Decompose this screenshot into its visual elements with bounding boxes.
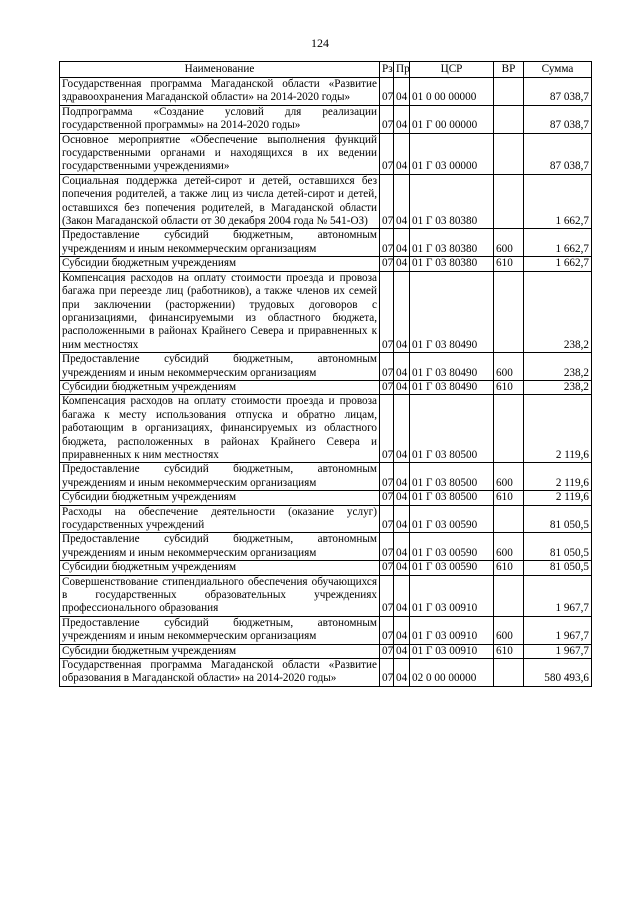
cell-rz: 07 [380,353,394,381]
cell-vr: 600 [494,463,524,491]
table-row [60,575,592,616]
cell-pr: 04 [394,380,410,394]
cell-pr: 04 [394,463,410,491]
cell-rz: 07 [380,380,394,394]
cell-pr: 04 [394,353,410,381]
cell-sum: 81 050,5 [524,533,592,561]
cell-rz: 07 [380,133,394,174]
cell-csr: 01 Г 03 00910 [410,644,494,658]
cell-pr: 04 [394,505,410,533]
table-row [60,174,592,229]
cell-csr: 01 Г 03 80380 [410,257,494,271]
cell-rz: 07 [380,533,394,561]
cell-csr: 01 Г 03 00910 [410,616,494,644]
cell-csr: 02 0 00 00000 [410,659,494,687]
table-row [60,78,592,106]
cell-rz: 07 [380,644,394,658]
column-header-csr: ЦСР [410,62,494,78]
table-header-row [60,62,592,78]
cell-sum: 1 967,7 [524,644,592,658]
column-header-sum: Сумма [524,62,592,78]
cell-sum: 238,2 [524,380,592,394]
table-row [60,271,592,352]
cell-vr: 600 [494,533,524,561]
cell-pr: 04 [394,644,410,658]
cell-vr [494,271,524,352]
cell-sum: 2 119,6 [524,463,592,491]
cell-name: Расходы на обеспечение деятельности (оказание услуг) государственных учреждений [60,505,380,533]
cell-vr: 600 [494,616,524,644]
table-row [60,533,592,561]
cell-name: Предоставление субсидий бюджетным, автономным учреждениям и иным некоммерческим организациям [60,616,380,644]
column-header-pr: Пр [394,62,410,78]
cell-pr: 04 [394,271,410,352]
cell-sum: 1 662,7 [524,257,592,271]
cell-name: Предоставление субсидий бюджетным, автономным учреждениям и иным некоммерческим организациям [60,353,380,381]
cell-csr: 01 Г 03 80490 [410,271,494,352]
cell-csr: 01 Г 03 80380 [410,229,494,257]
cell-csr: 01 Г 03 00590 [410,533,494,561]
cell-pr: 04 [394,395,410,463]
cell-sum: 580 493,6 [524,659,592,687]
table-row [60,491,592,505]
cell-sum: 1 662,7 [524,174,592,229]
table-row [60,353,592,381]
cell-vr: 600 [494,229,524,257]
cell-rz: 07 [380,491,394,505]
cell-sum: 87 038,7 [524,78,592,106]
cell-pr: 04 [394,575,410,616]
cell-pr: 04 [394,659,410,687]
cell-rz: 07 [380,229,394,257]
table-row [60,257,592,271]
cell-rz: 07 [380,616,394,644]
cell-pr: 04 [394,257,410,271]
cell-csr: 01 Г 03 00000 [410,133,494,174]
table-row [60,133,592,174]
table-row [60,105,592,133]
cell-name: Компенсация расходов на оплату стоимости проезда и провоза багажа при переезде лиц (работников), а также членов их семей при заключении (расторжении) трудовых договоров с организациями, финансируемыми из областного бюджета, расположенными в районах Крайнего Севера и приравненных к ним местностях [60,271,380,352]
cell-name: Государственная программа Магаданской области «Развитие здравоохранения Магаданской области» на 2014-2020 годы» [60,78,380,106]
cell-rz: 07 [380,463,394,491]
column-header-rz: Рз [380,62,394,78]
cell-rz: 07 [380,78,394,106]
cell-name: Основное мероприятие «Обеспечение выполнения функций государственными органами и находящихся в их ведении государственными учреждениями» [60,133,380,174]
cell-sum: 1 967,7 [524,575,592,616]
cell-vr [494,505,524,533]
cell-pr: 04 [394,616,410,644]
cell-vr [494,575,524,616]
cell-pr: 04 [394,78,410,106]
cell-vr: 610 [494,257,524,271]
cell-pr: 04 [394,561,410,575]
cell-name: Субсидии бюджетным учреждениям [60,644,380,658]
cell-rz: 07 [380,659,394,687]
cell-csr: 01 Г 03 80500 [410,491,494,505]
cell-sum: 87 038,7 [524,133,592,174]
cell-vr [494,174,524,229]
cell-pr: 04 [394,533,410,561]
cell-name: Субсидии бюджетным учреждениям [60,491,380,505]
cell-pr: 04 [394,133,410,174]
cell-rz: 07 [380,505,394,533]
cell-sum: 238,2 [524,353,592,381]
cell-pr: 04 [394,174,410,229]
cell-rz: 07 [380,257,394,271]
cell-rz: 07 [380,395,394,463]
cell-vr: 610 [494,561,524,575]
cell-name: Государственная программа Магаданской области «Развитие образования в Магаданской области» на 2014-2020 годы» [60,659,380,687]
table-row [60,644,592,658]
cell-sum: 2 119,6 [524,491,592,505]
table-row [60,463,592,491]
cell-csr: 01 Г 03 80490 [410,353,494,381]
cell-csr: 01 Г 03 80500 [410,463,494,491]
cell-rz: 07 [380,271,394,352]
cell-vr [494,78,524,106]
cell-sum: 1 662,7 [524,229,592,257]
cell-csr: 01 Г 03 80500 [410,395,494,463]
cell-csr: 01 Г 03 80380 [410,174,494,229]
table-row [60,616,592,644]
table-row [60,561,592,575]
cell-vr [494,659,524,687]
cell-vr [494,105,524,133]
table-row [60,659,592,687]
cell-rz: 07 [380,561,394,575]
cell-name: Предоставление субсидий бюджетным, автономным учреждениям и иным некоммерческим организациям [60,533,380,561]
cell-sum: 81 050,5 [524,561,592,575]
table-body [60,78,592,687]
cell-sum: 81 050,5 [524,505,592,533]
cell-rz: 07 [380,105,394,133]
cell-csr: 01 Г 03 00910 [410,575,494,616]
cell-csr: 01 Г 03 80490 [410,380,494,394]
cell-sum: 87 038,7 [524,105,592,133]
cell-name: Подпрограмма «Создание условий для реализации государственной программы» на 2014-2020 годы» [60,105,380,133]
cell-vr: 610 [494,644,524,658]
cell-name: Субсидии бюджетным учреждениям [60,380,380,394]
table-row [60,505,592,533]
cell-pr: 04 [394,229,410,257]
table-row [60,395,592,463]
cell-vr [494,395,524,463]
cell-name: Субсидии бюджетным учреждениям [60,257,380,271]
cell-name: Социальная поддержка детей-сирот и детей, оставшихся без попечения родителей, а также лиц из числа детей-сирот и детей, оставшихся без попечения родителей, в Магаданской области (Закон Магаданской области от 30 декабря 2004 года № 541-ОЗ) [60,174,380,229]
cell-pr: 04 [394,105,410,133]
cell-name: Субсидии бюджетным учреждениям [60,561,380,575]
cell-name: Компенсация расходов на оплату стоимости проезда и провоза багажа к месту использования отпуска и обратно лицам, работающим в организациях, финансируемых из областного бюджета, расположенных в районах Крайнего Севера и приравненных к ним местностях [60,395,380,463]
cell-sum: 1 967,7 [524,616,592,644]
cell-csr: 01 Г 00 00000 [410,105,494,133]
cell-rz: 07 [380,575,394,616]
cell-pr: 04 [394,491,410,505]
cell-sum: 2 119,6 [524,395,592,463]
budget-table [59,61,592,687]
cell-name: Совершенствование стипендиального обеспечения обучающихся в государственных образовательных учреждениях профессионального образования [60,575,380,616]
page-number: 124 [311,36,329,50]
column-header-vr: ВР [494,62,524,78]
cell-name: Предоставление субсидий бюджетным, автономным учреждениям и иным некоммерческим организациям [60,229,380,257]
cell-csr: 01 Г 03 00590 [410,561,494,575]
cell-vr: 610 [494,380,524,394]
cell-name: Предоставление субсидий бюджетным, автономным учреждениям и иным некоммерческим организациям [60,463,380,491]
table-row [60,229,592,257]
table-row [60,380,592,394]
cell-csr: 01 Г 03 00590 [410,505,494,533]
cell-vr: 610 [494,491,524,505]
cell-sum: 238,2 [524,271,592,352]
cell-rz: 07 [380,174,394,229]
column-header-name: Наименование [60,62,380,78]
cell-csr: 01 0 00 00000 [410,78,494,106]
cell-vr: 600 [494,353,524,381]
cell-vr [494,133,524,174]
